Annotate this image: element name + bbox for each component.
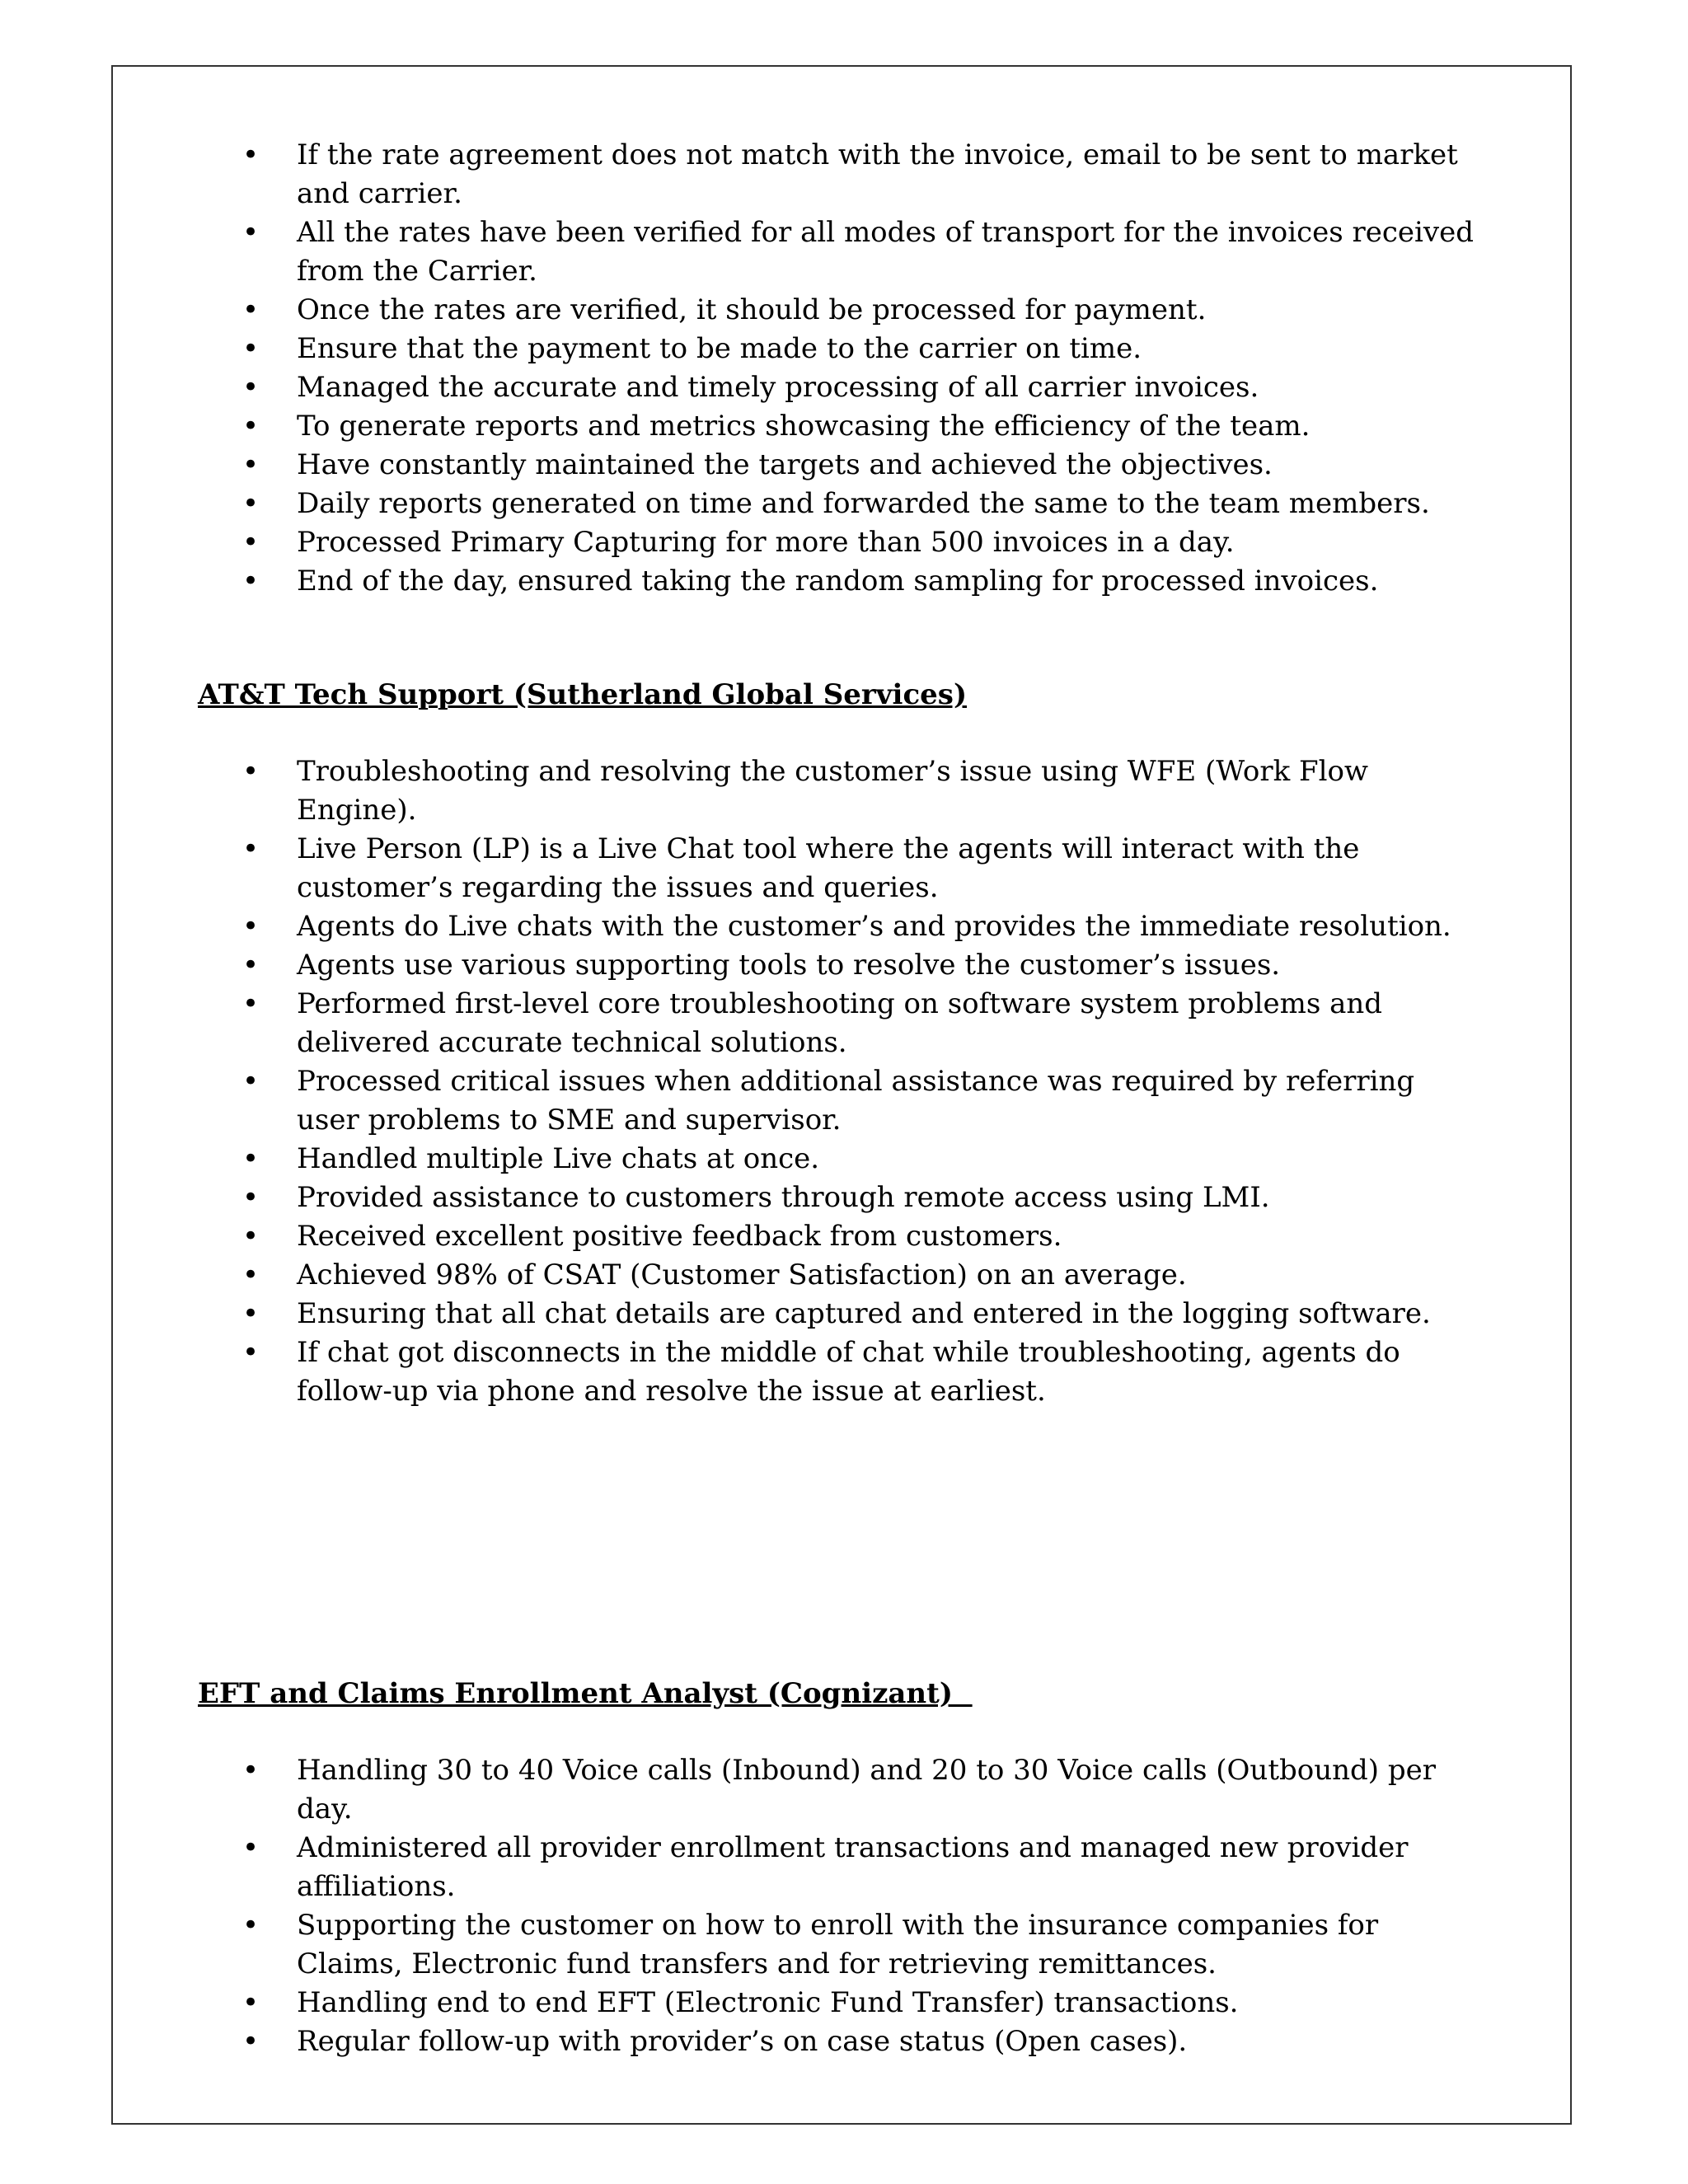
list-item: • Received excellent positive feedback from customers. (198, 1217, 1484, 1256)
list-item: • Processed critical issues when additional assistance was required by referring user problems to SME and supervisor. (198, 1062, 1484, 1140)
list-item: • If chat got disconnects in the middle of chat while troubleshooting, agents do follow-up via phone and resolve the issue at earliest. (198, 1333, 1484, 1411)
list-item: • Live Person (LP) is a Live Chat tool where the agents will interact with the customer’s regarding the issues and queries. (198, 830, 1484, 907)
list-item: • Handling 30 to 40 Voice calls (Inbound) and 20 to 30 Voice calls (Outbound) per day. (198, 1751, 1484, 1829)
list-item: • Administered all provider enrollment transactions and managed new provider affiliations. (198, 1829, 1484, 1906)
list-item: • All the rates have been verified for all modes of transport for the invoices received from the Carrier. (198, 213, 1484, 291)
list-item: • Ensuring that all chat details are captured and entered in the logging software. (198, 1295, 1484, 1333)
list-item: • Handling end to end EFT (Electronic Fund Transfer) transactions. (198, 1984, 1484, 2022)
list-item: • Daily reports generated on time and forwarded the same to the team members. (198, 485, 1484, 523)
list-item: • Have constantly maintained the targets and achieved the objectives. (198, 446, 1484, 485)
list-item: • Supporting the customer on how to enroll with the insurance companies for Claims, Electronic fund transfers and for retrieving remittances. (198, 1906, 1484, 1984)
list-item: • Achieved 98% of CSAT (Customer Satisfaction) on an average. (198, 1256, 1484, 1295)
list-item: • Performed first-level core troubleshooting on software system problems and delivered accurate technical solutions. (198, 985, 1484, 1062)
list-item: • Once the rates are verified, it should be processed for payment. (198, 291, 1484, 330)
list-item: • Agents use various supporting tools to resolve the customer’s issues. (198, 946, 1484, 985)
eft-section-heading: EFT and Claims Enrollment Analyst (Cognizant) (198, 1677, 973, 1710)
att-bullet-list (198, 752, 1484, 1411)
list-item: • Ensure that the payment to be made to the carrier on time. (198, 330, 1484, 368)
top-bullet-list (198, 136, 1484, 601)
list-item: • Regular follow-up with provider’s on case status (Open cases). (198, 2022, 1484, 2061)
list-item: • To generate reports and metrics showcasing the efficiency of the team. (198, 407, 1484, 446)
eft-bullet-list (198, 1751, 1484, 2061)
list-item: • Managed the accurate and timely processing of all carrier invoices. (198, 368, 1484, 407)
list-item: • Agents do Live chats with the customer’s and provides the immediate resolution. (198, 907, 1484, 946)
list-item: • Troubleshooting and resolving the customer’s issue using WFE (Work Flow Engine). (198, 752, 1484, 830)
list-item: • Processed Primary Capturing for more than 500 invoices in a day. (198, 523, 1484, 562)
list-item: • If the rate agreement does not match with the invoice, email to be sent to market and carrier. (198, 136, 1484, 213)
list-item: • End of the day, ensured taking the random sampling for processed invoices. (198, 562, 1484, 601)
list-item: • Provided assistance to customers through remote access using LMI. (198, 1179, 1484, 1217)
list-item: • Handled multiple Live chats at once. (198, 1140, 1484, 1179)
att-section-heading: AT&T Tech Support (Sutherland Global Services) (198, 678, 968, 711)
